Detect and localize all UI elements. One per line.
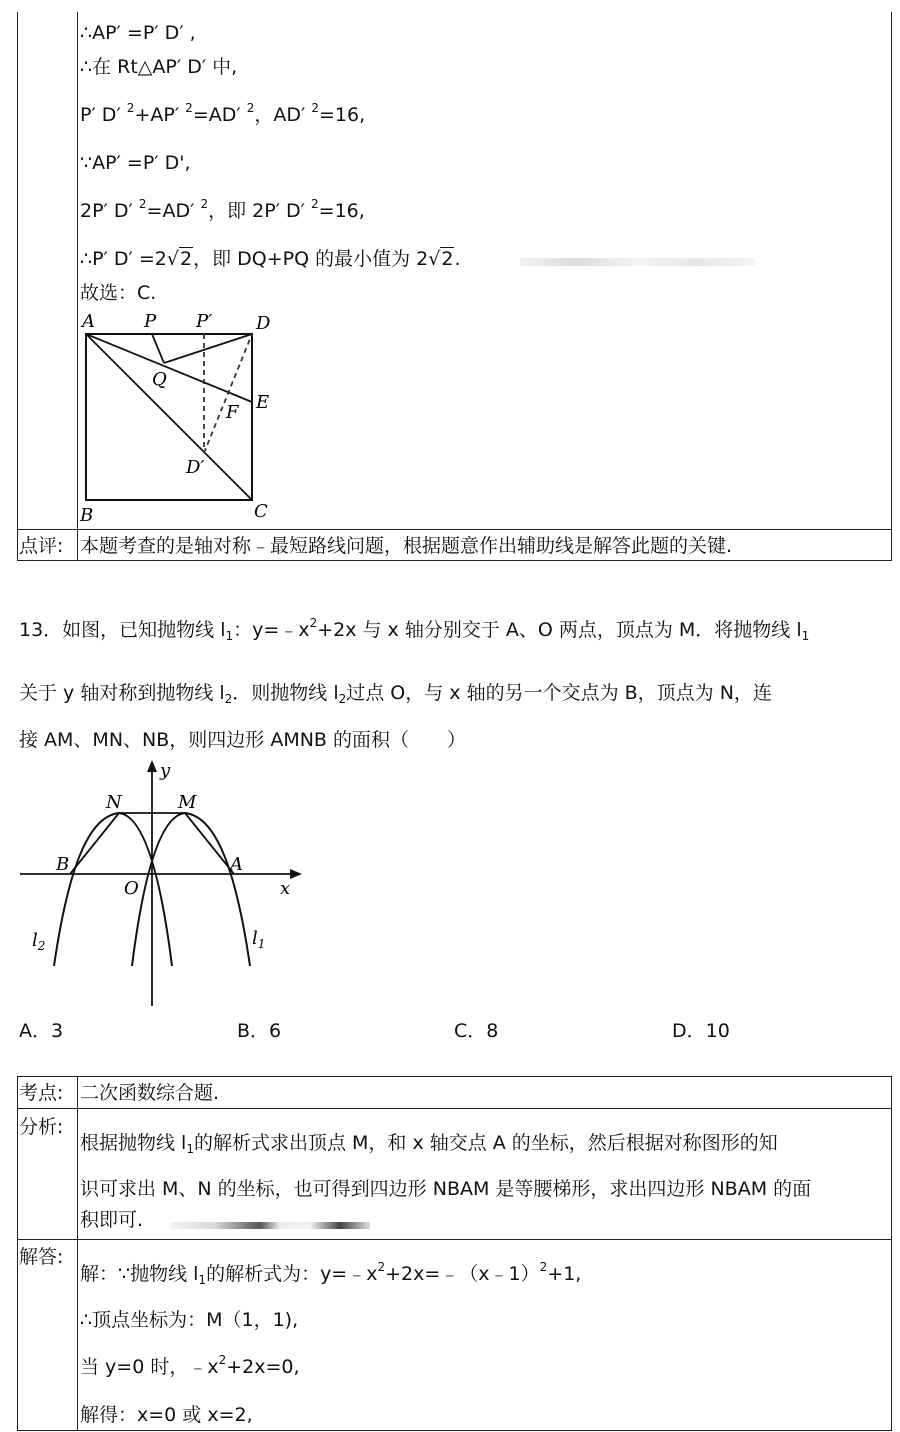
jieda-line-1: 解：∵抛物线 $l_1$的解析式为：$y=﹣x^2+2x=﹣(x﹣1)^2+1$, [80,1260,582,1287]
label-x-axis: x [280,878,291,899]
solution-line-1: ∴AP′ =P′ D′ , [80,22,196,44]
label-M: M [178,792,197,813]
fenxi-line-3: 积即可. [80,1209,144,1231]
label-A2: A [230,854,243,875]
label-P: P [144,311,157,332]
choice-d: D．10 [672,1020,730,1042]
label-l1: $l_1$ [252,928,266,951]
parabola-figure [18,756,318,1012]
jieda-line-2: ∴顶点坐标为：M（1，1), [80,1309,299,1331]
label-O: O [124,878,139,899]
jieda-label: 解答: [19,1246,64,1268]
label-N: N [106,792,122,813]
watermark-smudge-2 [170,1222,370,1229]
question-line-3: 接 AM、MN、NB，则四边形 AMNB 的面积（ ） [19,729,467,751]
solution-line-2: ∴在 Rt△AP′ D′ 中, [80,56,238,78]
solution-line-3: P′ D′ $^2$+AP′ $^2$=AD′ $^2$，AD′ $^2$=16, [80,101,366,126]
label-A: A [82,311,95,332]
comment-label: 点评: [19,535,64,557]
label-C: C [254,501,268,522]
question-line-2: 关于 y 轴对称到抛物线 $l_2$．则抛物线 $l_2$过点 O，与 x 轴的另一个交点为 B，顶点为 N，连 [19,682,772,706]
point-text: 二次函数综合题. [80,1082,220,1104]
question-line-1: 13．如图，已知抛物线 $l_1$：$y=﹣x^2+2x$ 与 x 轴分别交于 A、O 两点，顶点为 M．将抛物线 $l_1$ [19,616,810,643]
label-D: D [256,313,271,334]
label-l2: $l_2$ [32,930,46,953]
fenxi-label: 分析: [19,1116,64,1138]
label-D-prime: D′ [186,457,205,478]
label-B: B [80,505,94,526]
choice-c: C．8 [454,1020,499,1042]
jieda-line-4: 解得：x=0 或 x=2, [80,1404,253,1426]
label-Q: Q [152,369,167,390]
solution-line-7: 故选：C. [80,282,157,304]
label-F: F [226,402,239,423]
fenxi-line-2: 识可求出 M、N 的坐标，也可得到四边形 NBAM 是等腰梯形，求出四边形 NBAM 的面 [80,1178,812,1200]
choice-a: A．3 [19,1020,64,1042]
solution-line-5: 2P′ D′ $^2$=AD′ $^2$，即 2P′ D′ $^2$=16, [80,197,365,222]
watermark-smudge [520,258,755,266]
solution-line-4: ∵AP′ =P′ D', [80,152,191,174]
label-y-axis: y [160,760,171,781]
jieda-line-3: 当 y=0 时，$﹣x^2+2x=0$, [80,1353,300,1378]
geometry-figure-square [78,305,288,527]
comment-text: 本题考查的是轴对称﹣最短路线问题，根据题意作出辅助线是解答此题的关键. [80,535,733,557]
solution-line-6: ∴P′ D′ =2√2，即 DQ+PQ 的最小值为 2√2. [80,248,461,270]
label-P-prime: P′ [196,311,213,332]
fenxi-line-1: 根据抛物线 $l_1$的解析式求出顶点 M，和 x 轴交点 A 的坐标，然后根据对称图形的知 [80,1132,778,1156]
label-B2: B [56,854,70,875]
point-label: 考点: [19,1082,64,1104]
label-E: E [256,392,270,413]
choice-b: B．6 [237,1020,282,1042]
